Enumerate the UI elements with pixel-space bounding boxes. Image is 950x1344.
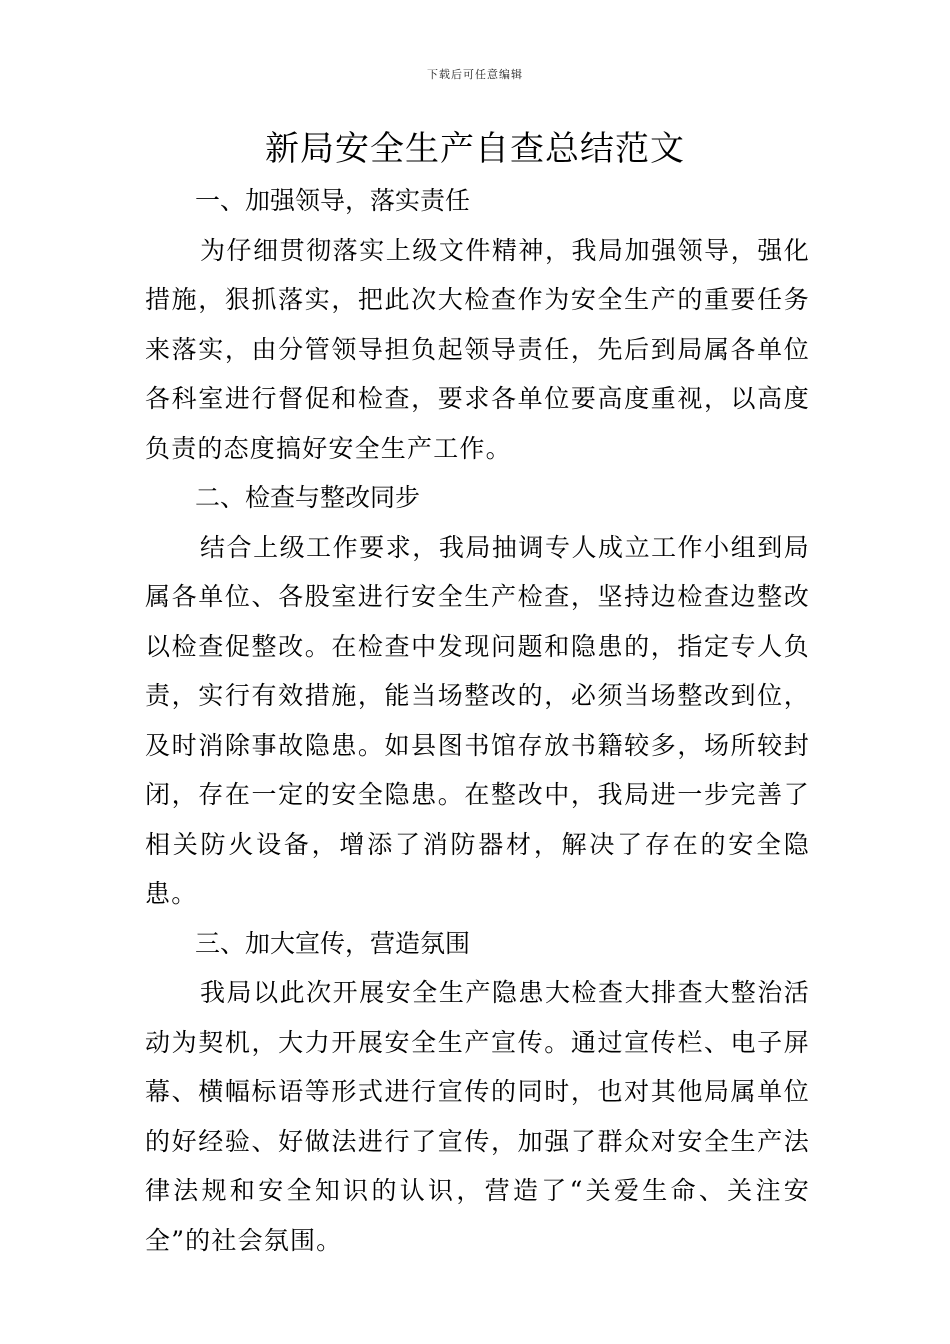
document-title: 新局安全生产自查总结范文 xyxy=(265,129,685,169)
section-heading-3: 三、加大宣传，营造氛围 xyxy=(195,928,471,958)
document-body xyxy=(145,176,810,1265)
section-heading-2: 二、检查与整改同步 xyxy=(195,483,421,512)
section-paragraph-2: 结合上级工作要求，我局抽调专人成立工作小组到局属各单位、各股室进行安全生产检查，坚持边检查边整改以检查促整改。在检查中发现问题和隐患的，指定专人负责，实行有效措施，能当场整改的，必须当场整改到位，及时消除事故隐患。如县图书馆存放书籍较多，场所较封闭，存在一定的安全隐患。在整改中，我局进一步完善了相关防火设备，增添了消防器材，解决了存在的安全隐患。 xyxy=(145,532,810,908)
section-heading-1: 一、加强领导，落实责任 xyxy=(195,186,471,215)
header-note: 下载后可任意编辑 xyxy=(427,68,523,81)
section-paragraph-1: 为仔细贯彻落实上级文件精神，我局加强领导，强化措施，狠抓落实，把此次大检查作为安全生产的重要任务来落实，由分管领导担负起领导责任，先后到局属各单位各科室进行督促和检查，要求各单位要高度重视，以高度负责的态度搞好安全生产工作。 xyxy=(145,235,810,463)
section-paragraph-3: 我局以此次开展安全生产隐患大检查大排查大整治活动为契机，大力开展安全生产宣传。通过宣传栏、电子屏幕、横幅标语等形式进行宣传的同时，也对其他局属单位的好经验、好做法进行了宣传，加强了群众对安全生产法律法规和安全知识的认识，营造了“关爱生命、关注安全”的社会氛围。 xyxy=(145,978,810,1255)
